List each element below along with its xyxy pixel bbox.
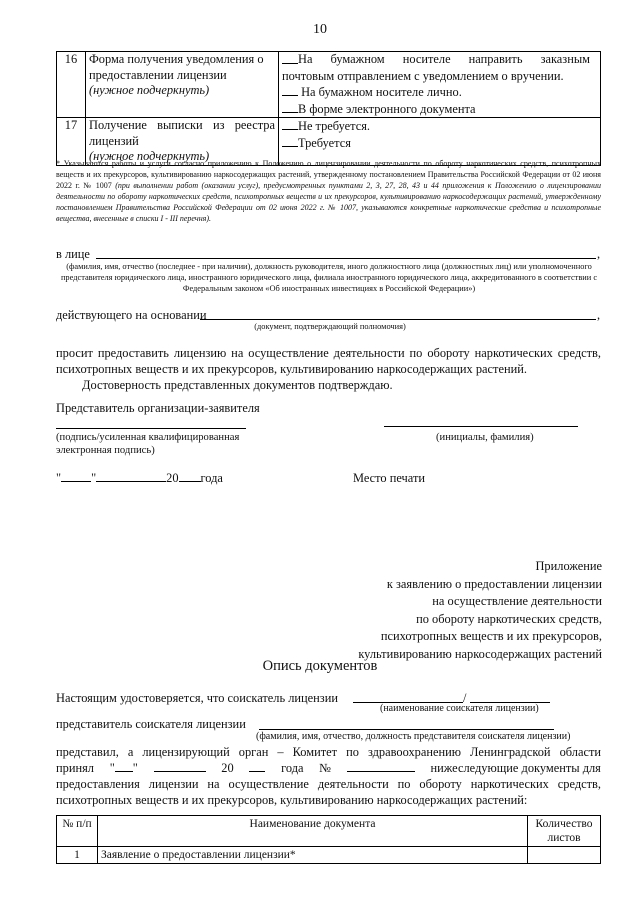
date-field[interactable]: " " 20 года bbox=[56, 471, 223, 485]
certify-text: Настоящим удостоверяется, что соискатель лицензии bbox=[56, 691, 338, 705]
footnote-italic: (при выполнении работ (оказании услуг), предусмотренных пунктами 2, 3, 27, 28, 43 и 44 приложения к Положению о лицензировании деятельности по обороту наркотических средств, психотропных веществ и их прекурсоров, культивированию наркосодержащих растений, утвержденному постановлением Правительства Российской Федерации от 02 июня 2022 г. № 1007, указываются конкретные наркотические средства и психотропные вещества, внесенные в списки I - III перечня). bbox=[56, 181, 602, 223]
signature-caption: (подпись/усиленная квалифицированная электронная подпись) bbox=[56, 432, 240, 456]
confirm-text: Достоверность представленных документов подтверждаю. bbox=[82, 378, 393, 392]
option-line[interactable]: Не требуется. bbox=[282, 118, 597, 135]
row-name-cell bbox=[86, 52, 279, 118]
row-number: 17 bbox=[57, 118, 86, 166]
table-row bbox=[57, 52, 601, 118]
license-form-table bbox=[56, 51, 601, 166]
acting-caption: (документ, подтверждающий полномочия) bbox=[254, 322, 406, 331]
inventory-title: Опись документов bbox=[262, 658, 378, 674]
representative-label: Представитель организации-заявителя bbox=[56, 401, 260, 415]
in-person-caption: (фамилия, имя, отчество (последнее - при наличии), должность руководителя, иного должностного лица (должностных лиц) или уполномоченного представителя юридического лица, иностранного юридического лица, филиала иностранного юридического лица, аккредитованного в соответствии с Федеральным законом «Об иностранных инвестициях в Российской Федерации») bbox=[60, 262, 598, 293]
row-name-line: Форма получения уведомления о bbox=[89, 52, 264, 66]
initials-caption: (инициалы, фамилия) bbox=[436, 432, 534, 443]
accepted-line[interactable]: принял " " 20 года № нижеследующие документы для bbox=[56, 761, 601, 775]
certify-caption: (наименование соискателя лицензии) bbox=[380, 703, 539, 714]
page-number: 10 bbox=[313, 22, 327, 37]
row-name: Заявление о предоставлении лицензии* bbox=[98, 847, 528, 864]
footnote-main: * Указываются работы и услуги согласно приложению к Положению о лицензировании деятельности по обороту наркотических средств, психотропных веществ и их прекурсоров, культивированию наркосодержащих растений, утвержденному постановлением Правительства Российской Федерации от 02 июня 2022 г. № 1007 bbox=[56, 159, 601, 190]
documents-table bbox=[56, 815, 601, 864]
rep-caption: (фамилия, имя, отчество, должность представителя соискателя лицензии) bbox=[256, 731, 571, 742]
rep-text: представитель соискателя лицензии bbox=[56, 717, 246, 731]
acting-label: действующего на основании bbox=[56, 308, 207, 322]
option-line[interactable]: В форме электронного документа bbox=[282, 101, 597, 118]
table-header-row bbox=[57, 816, 601, 847]
option-line: почтовым отправлением с уведомлением о вручении. bbox=[282, 68, 564, 83]
header-num: № п/п bbox=[57, 816, 98, 847]
row-name-line: предоставлении лицензии bbox=[89, 67, 227, 82]
presented-text: представил, а лицензирующий орган – Комитет по здравоохранению Ленинградской области bbox=[56, 745, 601, 759]
signature-line[interactable] bbox=[56, 428, 246, 429]
in-person-label: в лице bbox=[56, 247, 90, 261]
seal-label: Место печати bbox=[353, 471, 425, 485]
row-count[interactable] bbox=[528, 847, 601, 864]
table-row bbox=[57, 847, 601, 864]
request-text: просит предоставить лицензию на осуществление деятельности по обороту наркотических средств, психотропных веществ и их прекурсоров, культивированию наркосодержащих растений. bbox=[56, 346, 601, 376]
option-line[interactable]: На бумажном носителе направить заказным bbox=[282, 52, 597, 69]
header-name: Наименование документа bbox=[98, 816, 528, 847]
row-num: 1 bbox=[57, 847, 98, 864]
option-line[interactable]: На бумажном носителе лично. bbox=[282, 84, 597, 101]
row-name-note: (нужное подчеркнуть) bbox=[89, 149, 210, 163]
row-options-cell bbox=[279, 52, 601, 118]
initials-line[interactable] bbox=[384, 426, 578, 427]
option-line[interactable]: Требуется bbox=[282, 135, 597, 152]
acting-line[interactable] bbox=[200, 319, 596, 320]
in-person-line[interactable] bbox=[96, 258, 596, 259]
appendix-block: Приложение к заявлению о предоставлении лицензии на осуществление деятельности по обороту наркотических средств, психотропных веществ и их прекурсоров, культивированию наркосодержащих растений bbox=[358, 559, 602, 661]
rep-line[interactable] bbox=[259, 729, 554, 730]
row-name-note: (нужное подчеркнуть) bbox=[89, 83, 210, 97]
row-number: 16 bbox=[57, 52, 86, 118]
row-name-line: Получение выписки из реестра bbox=[89, 118, 275, 132]
inventory-last-lines: предоставления лицензии на осуществление деятельности по обороту наркотических средств, психотропных веществ и их прекурсоров, культивированию наркосодержащих растений: bbox=[56, 777, 601, 807]
header-count: Количество листов bbox=[528, 816, 601, 847]
row-name-line: лицензий bbox=[89, 133, 139, 148]
footnote bbox=[56, 158, 601, 224]
